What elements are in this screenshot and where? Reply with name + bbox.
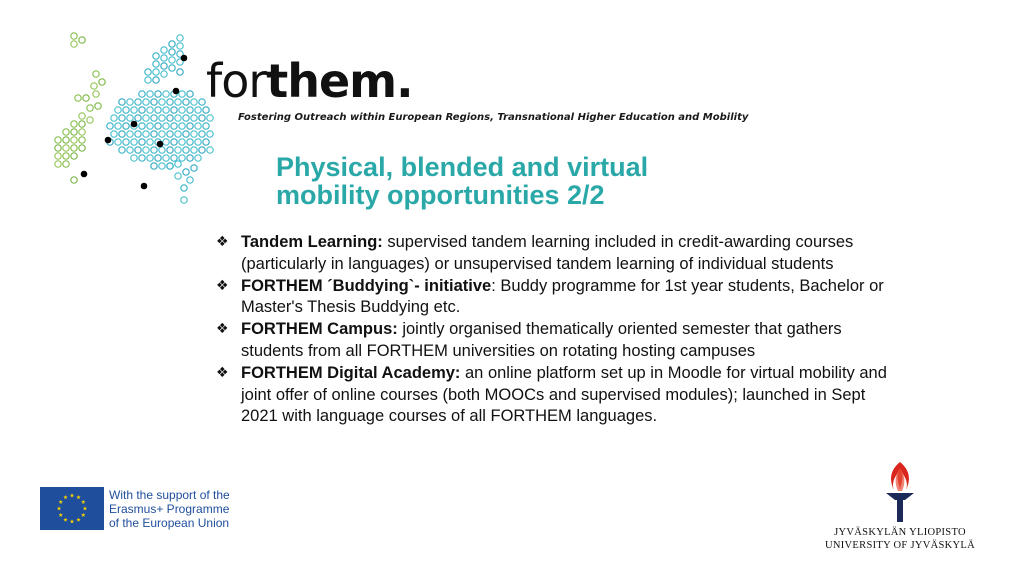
map-dot	[153, 77, 159, 83]
map-dot	[87, 117, 93, 123]
map-dot	[199, 131, 205, 137]
map-dot	[153, 53, 159, 59]
erasmus-support-notice	[40, 487, 230, 530]
map-dot	[131, 139, 137, 145]
map-dot	[55, 145, 61, 151]
map-dot	[143, 147, 149, 153]
map-dot	[87, 105, 93, 111]
slide-title-line-1: Physical, blended and virtual	[276, 152, 649, 182]
map-dot	[179, 155, 185, 161]
bullet-list	[216, 232, 896, 428]
map-dot	[79, 129, 85, 135]
map-dot	[71, 41, 77, 47]
map-dot	[123, 107, 129, 113]
map-dot	[107, 123, 113, 129]
map-dot	[123, 123, 129, 129]
bullet-text: : Buddy programme for 1st year students, Bachelor or Master's Thesis Buddying etc.	[241, 276, 884, 317]
map-dot	[71, 129, 77, 135]
map-dot	[151, 115, 157, 121]
torch-handle	[897, 500, 903, 522]
map-dot	[93, 71, 99, 77]
map-dot	[187, 139, 193, 145]
map-dot	[163, 107, 169, 113]
map-dot	[167, 131, 173, 137]
university-name-english: UNIVERSITY OF JYVÄSKYLÄ	[824, 540, 975, 551]
map-dot	[79, 113, 85, 119]
bullet-text: supervised tandem learning included in credit-awarding courses (particularly in languages) or unsupervised tandem learning of individual students	[241, 233, 854, 273]
map-dot	[119, 99, 125, 105]
map-dot	[179, 139, 185, 145]
map-dot	[55, 153, 61, 159]
map-dot	[169, 57, 175, 63]
map-dot	[71, 121, 77, 127]
map-dot	[71, 145, 77, 151]
map-dot	[191, 165, 197, 171]
map-dot	[79, 137, 85, 143]
university-location-dot	[157, 141, 164, 148]
map-dot	[203, 139, 209, 145]
map-dot	[99, 79, 105, 85]
map-dot	[75, 95, 81, 101]
map-dot	[155, 107, 161, 113]
bullet-item-campus	[216, 319, 896, 363]
university-location-dot	[173, 88, 180, 95]
forthem-logo	[206, 56, 413, 106]
bullet-item-digital-academy	[216, 363, 896, 428]
map-dot	[183, 147, 189, 153]
map-dot	[123, 139, 129, 145]
map-dot	[119, 131, 125, 137]
diamond-bullet-icon: ❖	[216, 234, 229, 250]
map-dot	[167, 147, 173, 153]
university-name-finnish: JYVÄSKYLÄN YLIOPISTO	[834, 527, 966, 538]
map-dot	[191, 99, 197, 105]
bullet-item-buddying	[216, 276, 896, 320]
map-dot	[119, 147, 125, 153]
map-dot	[55, 161, 61, 167]
map-dot	[145, 69, 151, 75]
map-dot	[139, 139, 145, 145]
map-dot	[167, 115, 173, 121]
map-dot	[195, 123, 201, 129]
map-dot	[135, 115, 141, 121]
map-dot	[147, 155, 153, 161]
map-dot	[177, 43, 183, 49]
map-dot	[151, 99, 157, 105]
map-dot	[203, 123, 209, 129]
erasmus-line-3: of the European Union	[109, 516, 230, 530]
map-dot	[139, 91, 145, 97]
map-dot	[131, 107, 137, 113]
map-dot	[127, 147, 133, 153]
erasmus-line-1: With the support of the	[109, 488, 230, 502]
eu-flag-icon	[40, 487, 104, 530]
bullet-item-tandem-learning	[216, 232, 896, 276]
university-location-dot	[181, 55, 188, 62]
map-dot	[63, 145, 69, 151]
map-dot	[181, 185, 187, 191]
bullet-term: FORTHEM ´Buddying`- initiative	[241, 276, 492, 295]
torch-bowl	[886, 493, 914, 500]
map-dot	[93, 91, 99, 97]
map-dot	[127, 99, 133, 105]
map-dot	[179, 107, 185, 113]
map-dot	[191, 115, 197, 121]
map-dot	[207, 131, 213, 137]
map-dot	[115, 139, 121, 145]
university-location-dot	[81, 171, 88, 178]
torch-icon	[880, 460, 920, 524]
map-dot	[83, 95, 89, 101]
map-dot	[183, 99, 189, 105]
logo-tagline: Fostering Outreach within European Regions, Transnational Higher Education and Mobility	[238, 112, 749, 123]
map-dot	[169, 49, 175, 55]
map-dot	[155, 91, 161, 97]
map-dot	[139, 123, 145, 129]
map-dot	[163, 123, 169, 129]
map-dot	[161, 47, 167, 53]
map-dot	[171, 139, 177, 145]
map-dot	[169, 41, 175, 47]
map-dot	[131, 155, 137, 161]
map-dot	[169, 65, 175, 71]
map-dot	[183, 169, 189, 175]
map-dot	[143, 131, 149, 137]
map-dot	[79, 145, 85, 151]
map-dot	[161, 71, 167, 77]
map-dot	[159, 99, 165, 105]
map-dot	[147, 139, 153, 145]
map-dot	[199, 99, 205, 105]
map-dot	[179, 123, 185, 129]
map-dot	[63, 129, 69, 135]
map-dot	[127, 115, 133, 121]
university-location-dot	[131, 121, 138, 128]
bullet-text: an online platform set up in Moodle for virtual mobility and joint offer of online courses (both MOOCs and supervised modules); launched in Sept 2021 with language courses of all FORTHEM languages.	[241, 363, 887, 426]
map-dot	[139, 155, 145, 161]
map-dot	[175, 99, 181, 105]
map-dot	[147, 107, 153, 113]
map-dot	[187, 91, 193, 97]
map-dot	[135, 147, 141, 153]
map-dot	[181, 197, 187, 203]
logo-text-bold: them.	[266, 54, 413, 108]
map-dot	[163, 155, 169, 161]
map-dot	[91, 83, 97, 89]
map-dot	[161, 63, 167, 69]
map-dot	[183, 131, 189, 137]
map-dot	[187, 177, 193, 183]
map-dot	[175, 161, 181, 167]
map-dot	[135, 99, 141, 105]
map-dot	[179, 91, 185, 97]
map-dot	[79, 37, 85, 43]
map-dot	[163, 139, 169, 145]
map-dot	[63, 153, 69, 159]
map-dot	[145, 77, 151, 83]
map-dot	[151, 163, 157, 169]
erasmus-support-text	[109, 488, 230, 530]
map-dot	[115, 123, 121, 129]
map-dot	[183, 115, 189, 121]
erasmus-line-2: Erasmus+ Programme	[109, 502, 230, 516]
map-dot	[155, 155, 161, 161]
map-dot	[195, 139, 201, 145]
diamond-bullet-icon: ❖	[216, 277, 229, 294]
map-dot	[167, 163, 173, 169]
diamond-bullet-icon: ❖	[216, 321, 229, 338]
logo-text-light: for	[206, 54, 267, 108]
map-dot	[195, 155, 201, 161]
bullet-text: jointly organised thematically oriented semester that gathers students from all FORTHEM universities on rotating hosting campuses	[241, 320, 842, 360]
map-dot	[155, 123, 161, 129]
map-dot	[79, 121, 85, 127]
map-dot	[177, 35, 183, 41]
map-dot	[159, 147, 165, 153]
map-dot	[195, 107, 201, 113]
map-dot	[159, 163, 165, 169]
university-logo	[820, 460, 980, 552]
map-dot	[71, 33, 77, 39]
map-dot	[207, 147, 213, 153]
bullet-term: FORTHEM Campus:	[241, 320, 398, 339]
map-dot	[147, 91, 153, 97]
university-location-dot	[105, 137, 112, 144]
map-dot	[191, 147, 197, 153]
slide-title-line-2: mobility opportunities 2/2	[276, 180, 605, 210]
slide-title	[276, 153, 648, 209]
map-dot	[159, 131, 165, 137]
map-dot	[187, 107, 193, 113]
map-dot	[111, 131, 117, 137]
map-dot	[115, 107, 121, 113]
map-dot	[95, 103, 101, 109]
bullet-term: Tandem Learning:	[241, 233, 383, 251]
map-dot	[175, 173, 181, 179]
map-dot	[175, 115, 181, 121]
map-dot	[171, 155, 177, 161]
map-dot	[71, 153, 77, 159]
university-location-dot	[141, 183, 148, 190]
map-dot	[143, 99, 149, 105]
map-dot	[127, 131, 133, 137]
map-dot	[153, 69, 159, 75]
map-dot	[177, 69, 183, 75]
bullet-term: FORTHEM Digital Academy:	[241, 363, 461, 382]
map-dot	[153, 61, 159, 67]
university-name	[820, 526, 980, 552]
map-dot	[167, 99, 173, 105]
map-dot	[175, 131, 181, 137]
map-dot	[147, 123, 153, 129]
map-dot	[187, 123, 193, 129]
map-dot	[119, 115, 125, 121]
map-dot	[111, 115, 117, 121]
map-dot	[199, 147, 205, 153]
map-dot	[159, 115, 165, 121]
map-dot	[71, 177, 77, 183]
map-dot	[161, 55, 167, 61]
map-dot	[191, 131, 197, 137]
map-dot	[151, 147, 157, 153]
map-dot	[187, 155, 193, 161]
map-dot	[207, 115, 213, 121]
diamond-bullet-icon: ❖	[216, 364, 229, 381]
map-dot	[171, 107, 177, 113]
map-dot	[63, 161, 69, 167]
map-dot	[175, 147, 181, 153]
map-dot	[163, 91, 169, 97]
map-dot	[139, 107, 145, 113]
map-dot	[71, 137, 77, 143]
map-dot	[143, 115, 149, 121]
map-dot	[199, 115, 205, 121]
map-dot	[151, 131, 157, 137]
map-dot	[135, 131, 141, 137]
map-dot	[63, 137, 69, 143]
map-dot	[55, 137, 61, 143]
map-dot	[171, 123, 177, 129]
